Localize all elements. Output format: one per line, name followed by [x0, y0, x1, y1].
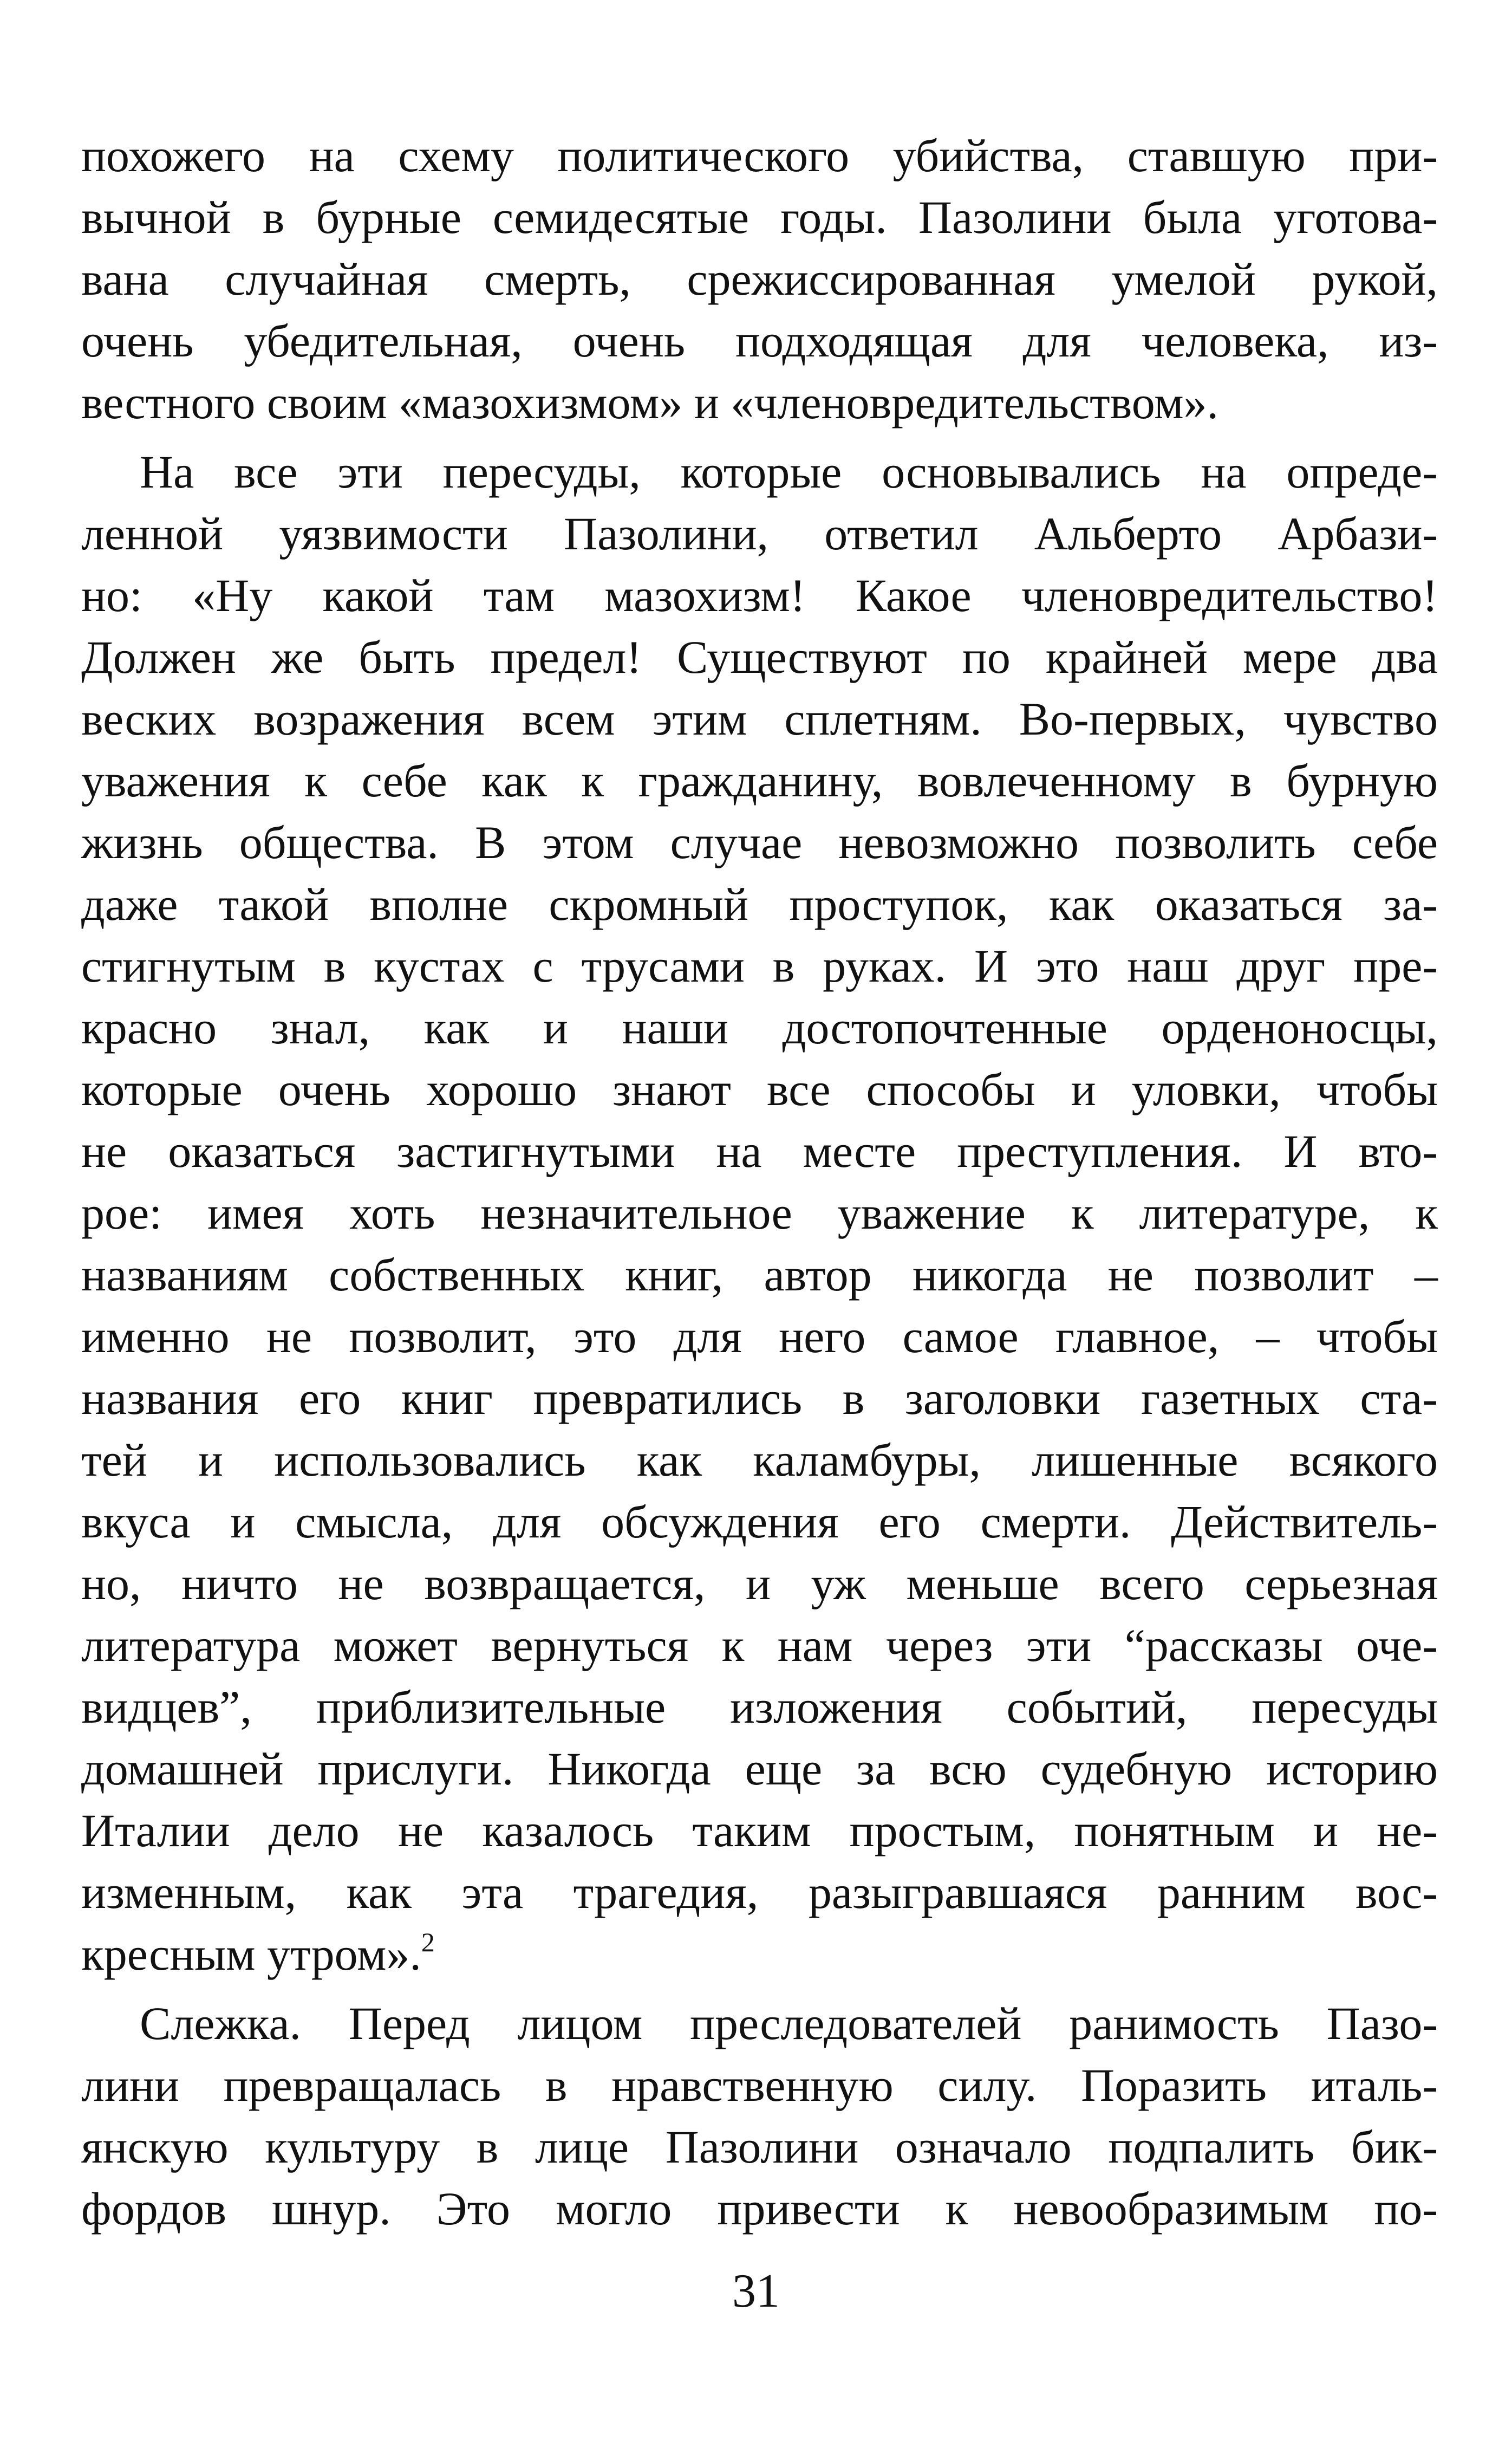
paragraph-3	[81, 1992, 1438, 2239]
text-line: красно знал, как и наши достопочтенные орденоносцы,	[81, 1002, 1438, 1054]
text-line: изменным, как эта трагедия, разыгравшаяся ранним вос-	[81, 1866, 1438, 1918]
text-line: лини превращалась в нравственную силу. Поразить италь-	[81, 2059, 1438, 2111]
text-line: литература может вернуться к нам через эти “рассказы оче-	[81, 1619, 1438, 1671]
paragraph-2	[81, 441, 1438, 1985]
text-line: именно не позволит, это для него самое главное, – чтобы	[81, 1310, 1438, 1362]
text-line: рое: имея хоть незначительное уважение к литературе, к	[81, 1187, 1438, 1239]
text-line: видцев”, приблизительные изложения событий, пересуды	[81, 1681, 1438, 1733]
text-line: вана случайная смерть, срежиссированная умелой рукой,	[81, 253, 1438, 305]
text-line: тей и использовались как каламбуры, лишенные всякого	[81, 1434, 1438, 1486]
text-line-with-footnote	[81, 1923, 1438, 1985]
text-line: жизнь общества. В этом случае невозможно позволить себе	[81, 816, 1438, 868]
text-line: не оказаться застигнутыми на месте преступления. И вто-	[81, 1125, 1438, 1177]
text-line: Должен же быть предел! Существуют по крайней мере два	[81, 631, 1438, 683]
footnote-reference: 2	[421, 1927, 435, 1957]
text-line: На все эти пересуды, которые основывались на опреде-	[140, 446, 1438, 498]
text-line: очень убедительная, очень подходящая для человека, из-	[81, 315, 1438, 367]
text-line: фордов шнур. Это могло привести к невообразимым по-	[81, 2183, 1438, 2235]
paragraph-1	[81, 125, 1438, 433]
text-line: которые очень хорошо знают все способы и уловки, чтобы	[81, 1063, 1438, 1115]
text-line-content: кресным утром».	[81, 1928, 421, 1980]
text-line: веских возражения всем этим сплетням. Во-первых, чувство	[81, 693, 1438, 745]
text-line: стигнутым в кустах с трусами в руках. И это наш друг пре-	[81, 940, 1438, 992]
text-line: Италии дело не казалось таким простым, понятным и не-	[81, 1804, 1438, 1856]
text-line: но, ничто не возвращается, и уж меньше всего серьезная	[81, 1557, 1438, 1609]
body-text	[81, 125, 1438, 2239]
text-line: вкуса и смысла, для обсуждения его смерти. Действитель-	[81, 1496, 1438, 1548]
text-line: уважения к себе как к гражданину, вовлеченному в бурную	[81, 755, 1438, 807]
page-number: 31	[732, 2265, 780, 2317]
text-line: домашней прислуги. Никогда еще за всю судебную историю	[81, 1743, 1438, 1795]
text-line: похожего на схему политического убийства, ставшую при-	[81, 129, 1438, 181]
text-line: но: «Ну какой там мазохизм! Какое членовредительство!	[81, 569, 1438, 621]
text-line: вестного своим «мазохизмом» и «членовредительством».	[81, 376, 1219, 429]
text-line: даже такой вполне скромный проступок, как оказаться за-	[81, 878, 1438, 930]
text-line: янскую культуру в лице Пазолини означало подпалить бик-	[81, 2121, 1438, 2173]
text-line: названия его книг превратились в заголовки газетных ста-	[81, 1372, 1438, 1424]
text-line: названиям собственных книг, автор никогда не позволит –	[81, 1249, 1438, 1301]
text-line: ленной уязвимости Пазолини, ответил Альберто Арбази-	[81, 508, 1438, 560]
text-line: вычной в бурные семидесятые годы. Пазолини была уготова-	[81, 191, 1438, 243]
text-line: Слежка. Перед лицом преследователей ранимость Пазо-	[140, 1997, 1438, 2049]
